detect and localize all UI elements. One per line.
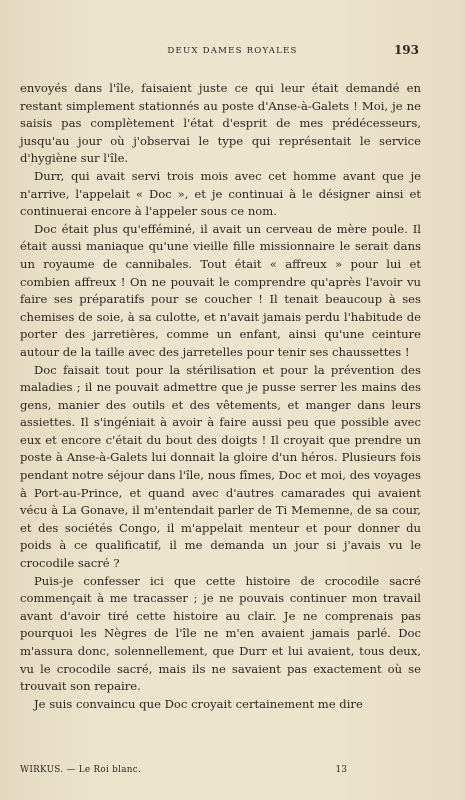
paragraph: Doc était plus qu'efféminé, il avait un cerveau de mère poule. Il était aussi maniaque qu'une vieille fille missionnaire le serait dans un royaume de cannibales. Tout était « affreux » pour lui et combien affreux ! On ne pouvait le comprendre qu'après l'avoir vu faire ses préparatifs pour se coucher ! Il tenait beaucoup à ses chemises de soie, à sa culotte, et n'avait jamais perdu l'habitude de porter des jarretières, comme un enfant, ainsi qu'une ceinture autour de la taille avec des jarretelles pour tenir ses chaussettes ! <box>20 221 421 359</box>
body-text <box>20 80 421 713</box>
running-head-title: DEUX DAMES ROYALES <box>167 46 298 56</box>
paragraph-continuation: envoyés dans l'île, faisaient juste ce qui leur était demandé en restant simplement stationnés au poste d'Anse-à-Galets ! Moi, je ne saisis pas complètement l'état d'esprit de mes prédécesseurs, jusqu'au jour où j'observai le type qui représentait le service d'hygiène sur l'île. <box>20 81 421 166</box>
page-number: 193 <box>393 43 419 57</box>
paragraph: Durr, qui avait servi trois mois avec cet homme avant que je n'arrive, l'appelait « Doc », et je continuai à le désigner ainsi et continuerai encore à l'appeler sous ce nom. <box>20 168 421 219</box>
paragraph: Je suis convaincu que Doc croyait certainement me dire <box>34 696 363 711</box>
paragraph: Doc faisait tout pour la stérilisation et pour la prévention des maladies ; il ne pouvait admettre que je pusse serrer les mains des gens, manier des outils et des vêtements, et manger dans leurs assiettes. Il s'ingéniait à avoir à faire aussi peu que possible avec eux et encore c'était du bout des doigts ! Il croyait que prendre un poste à Anse-à-Galets lui donnait la gloire d'un héros. Plusieurs fois pendant notre séjour dans l'île, nous fîmes, Doc et moi, des voyages à Port-au-Prince, et quand avec d'autres camarades qui avaient vécu à La Gonave, il m'entendait parler de Ti Memenne, de sa cour, et des sociétés Congo, il m'appelait menteur et pour donner du poids à ce qualificatif, il me demanda un jour si j'avais vu le crocodile sacré ? <box>20 362 421 571</box>
footer-book-title: WIRKUS. — Le Roi blanc. <box>20 765 142 775</box>
page-footer <box>20 765 421 775</box>
paragraph: Puis-je confesser ici que cette histoire de crocodile sacré commençait à me tracasser ; je ne pouvais continuer mon travail avant d'avoir tiré cette histoire au clair. Je ne comprenais pas pourquoi les Nègres de l'île ne m'en avaient jamais parlé. Doc m'assura donc, solennellement, que Durr et lui avaient, tous deux, vu le crocodile sacré, mais ils ne savaient pas exactement où se trouvait son repaire. <box>20 573 421 694</box>
signature-mark: 13 <box>335 765 347 775</box>
